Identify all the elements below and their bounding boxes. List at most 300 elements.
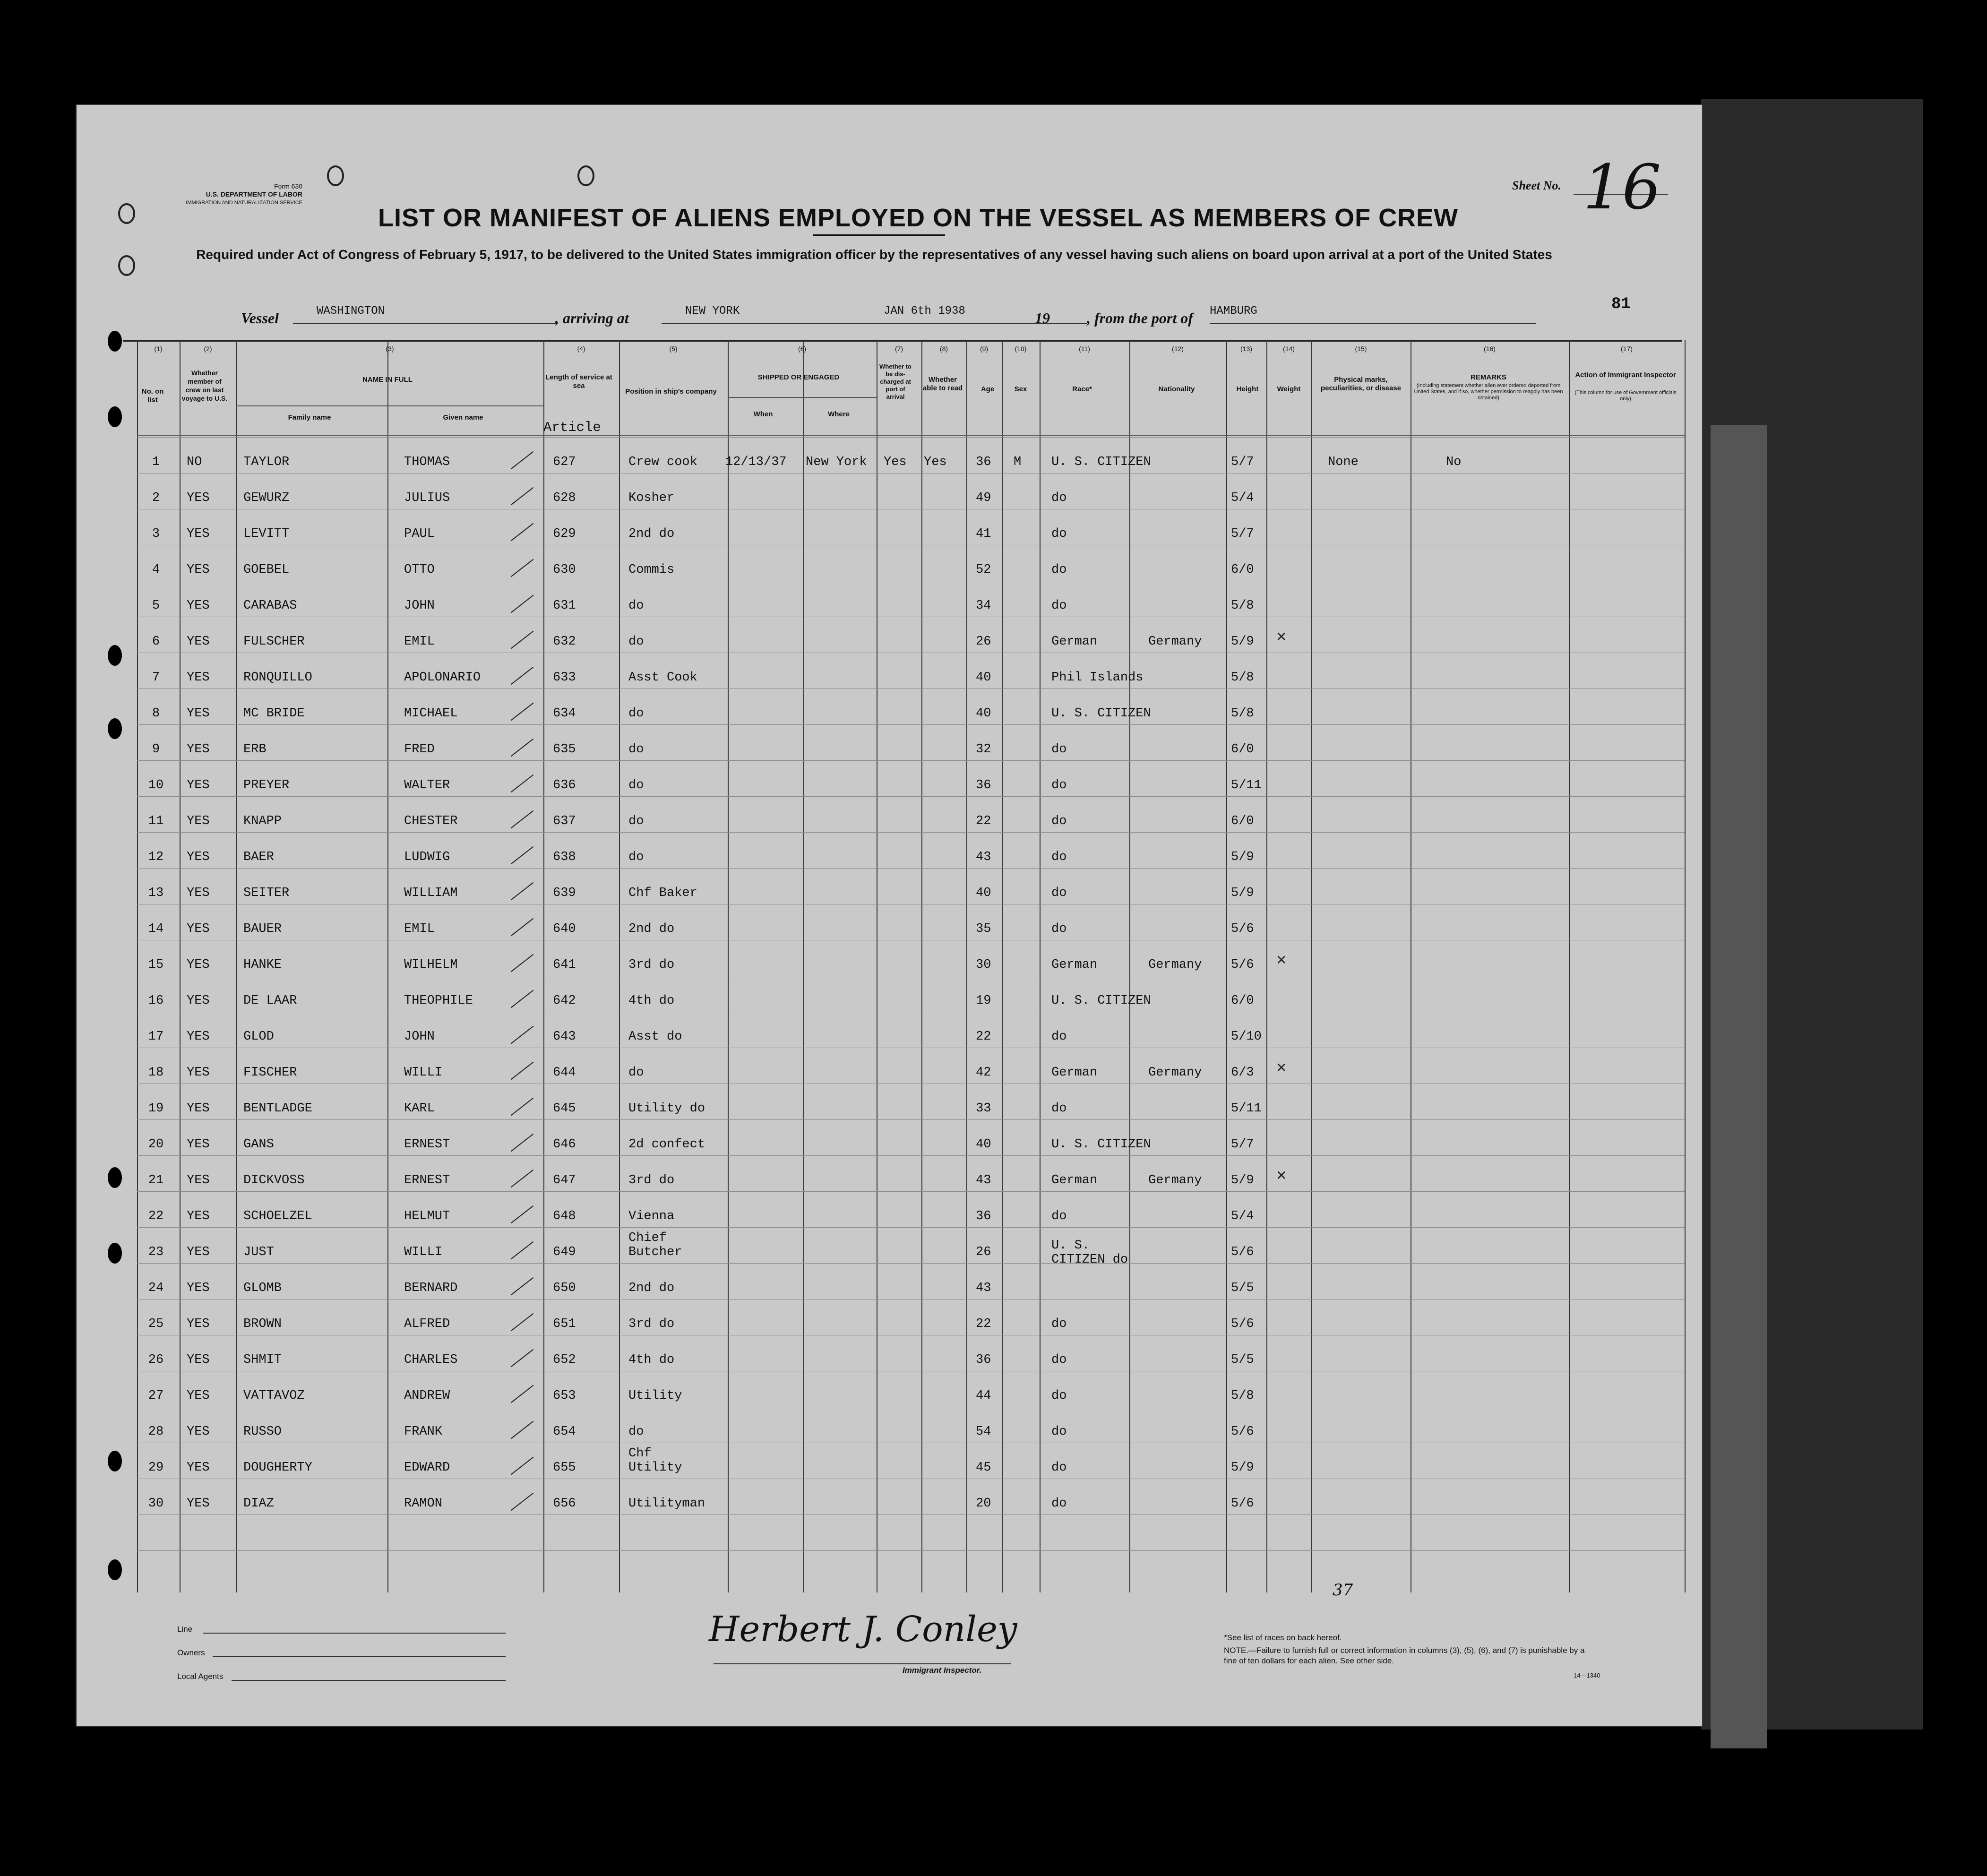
cell-age: 44 <box>976 1389 991 1403</box>
column-divider <box>921 340 922 1592</box>
cell-age: 22 <box>976 1317 991 1331</box>
cell-position: do <box>628 599 644 613</box>
cell-age: 26 <box>976 1245 991 1259</box>
cell-given-name: PAUL <box>404 527 435 541</box>
cell-race: German <box>1051 635 1098 649</box>
cell-given-name: ERNEST <box>404 1173 450 1188</box>
department-label: U.S. DEPARTMENT OF LABOR <box>206 190 302 198</box>
cell-position: do <box>628 742 644 757</box>
cell-crew-last-voyage: YES <box>187 850 210 864</box>
cell-crew-last-voyage: YES <box>187 706 210 721</box>
page-title: LIST OR MANIFEST OF ALIENS EMPLOYED ON THE VESSEL AS MEMBERS OF CREW <box>378 204 1459 232</box>
cell-given-name: THEOPHILE <box>404 994 473 1008</box>
col-header-remarks-note: (Including statement whether alien ever ordered deported from United States, and if so, whether permission to reapply has been obtained) <box>1414 383 1563 401</box>
cell-list-number: 29 <box>148 1461 164 1475</box>
punch-hole <box>118 203 135 224</box>
weight-check-mark: ✕ <box>1276 952 1287 968</box>
cell-age: 54 <box>976 1425 991 1439</box>
footer-agents-underline <box>232 1680 506 1681</box>
col-header-no: No. on list <box>141 387 164 404</box>
col-header-when: When <box>753 410 773 418</box>
cell-list-number: 21 <box>148 1173 164 1188</box>
page-subtitle: Required under Act of Congress of February 5, 1917, to be delivered to the United States immigration officer by the representatives of any vessel having such aliens on board upon arrival at a port of the United States <box>196 247 1552 262</box>
vessel-label: Vessel <box>241 310 279 327</box>
col-header-race: Race* <box>1072 385 1092 393</box>
year-label: 19 <box>1035 310 1050 327</box>
cell-height: 5/9 <box>1231 635 1254 649</box>
cell-race: do <box>1051 814 1067 828</box>
column-divider <box>1266 340 1267 1592</box>
cell-family-name: BENTLADGE <box>243 1102 312 1116</box>
row-divider <box>137 1119 1685 1120</box>
cell-height: 5/4 <box>1231 491 1254 505</box>
col-header-age: Age <box>981 385 995 393</box>
cell-position: 4th do <box>628 1353 675 1367</box>
penalty-note: NOTE.—Failure to furnish full or correct information in columns (3), (5), (6), and (7) is punishable by a fine of ten dollars for each alien. See other side. <box>1224 1646 1585 1665</box>
cell-race: German <box>1051 1066 1098 1080</box>
cell-crew-last-voyage: NO <box>187 455 202 469</box>
cell-height: 6/0 <box>1231 994 1254 1008</box>
cell-height: 5/11 <box>1231 1102 1262 1116</box>
cell-crew-last-voyage: YES <box>187 1353 210 1367</box>
cell-service-article: 655 <box>553 1461 576 1475</box>
cell-race: U. S. CITIZEN do <box>1051 1239 1128 1267</box>
cell-list-number: 4 <box>152 563 160 577</box>
cell-age: 33 <box>976 1102 991 1116</box>
cell-crew-last-voyage: YES <box>187 742 210 757</box>
cell-height: 5/9 <box>1231 1173 1254 1188</box>
cell-crew-last-voyage: YES <box>187 599 210 613</box>
punch-hole <box>118 255 135 276</box>
col-header-weight: Weight <box>1277 385 1301 393</box>
races-note: *See list of races on back hereof. <box>1224 1633 1342 1642</box>
cell-age: 26 <box>976 635 991 649</box>
row-divider <box>137 868 1685 869</box>
cell-height: 5/6 <box>1231 1317 1254 1331</box>
col-header-crew-last-voyage: Whether member of crew on last voyage to U.S. <box>181 369 228 402</box>
cell-family-name: DIAZ <box>243 1497 274 1511</box>
col-header-article: Article <box>543 420 601 435</box>
cell-family-name: SCHOELZEL <box>243 1209 312 1223</box>
cell-position: Asst do <box>628 1030 682 1044</box>
cell-crew-last-voyage: YES <box>187 1281 210 1295</box>
cell-shipped-where: New York <box>806 455 867 469</box>
cell-race: do <box>1051 1461 1067 1475</box>
column-number: (15) <box>1355 345 1367 353</box>
column-divider <box>728 340 729 1592</box>
cell-age: 22 <box>976 1030 991 1044</box>
cell-race: do <box>1051 886 1067 900</box>
cell-height: 6/0 <box>1231 742 1254 757</box>
col-header-sex: Sex <box>1014 385 1027 393</box>
cell-crew-last-voyage: YES <box>187 563 210 577</box>
cell-crew-last-voyage: YES <box>187 1102 210 1116</box>
cell-height: 5/9 <box>1231 850 1254 864</box>
cell-age: 36 <box>976 1353 991 1367</box>
footer-agents-label: Local Agents <box>177 1672 224 1681</box>
cell-list-number: 22 <box>148 1209 164 1223</box>
column-number: (3) <box>386 345 394 353</box>
cell-family-name: GANS <box>243 1137 274 1152</box>
cell-service-article: 649 <box>553 1245 576 1259</box>
footer-line-underline <box>203 1633 506 1634</box>
cell-age: 40 <box>976 706 991 721</box>
arriving-label: , arriving at <box>555 310 629 327</box>
cell-race: do <box>1051 1030 1067 1044</box>
cell-race: German <box>1051 958 1098 972</box>
cell-race: do <box>1051 527 1067 541</box>
cell-service-article: 644 <box>553 1066 576 1080</box>
cell-list-number: 5 <box>152 599 160 613</box>
cell-service-article: 628 <box>553 491 576 505</box>
row-divider <box>137 832 1685 833</box>
cell-height: 5/9 <box>1231 1461 1254 1475</box>
cell-family-name: FISCHER <box>243 1066 297 1080</box>
cell-given-name: KARL <box>404 1102 435 1116</box>
background-edge-strip <box>1711 425 1767 1748</box>
cell-service-article: 636 <box>553 778 576 792</box>
cell-crew-last-voyage: YES <box>187 671 210 685</box>
cell-nationality: Germany <box>1148 635 1202 649</box>
cell-position: Utility do <box>628 1102 705 1116</box>
cell-height: 5/7 <box>1231 1137 1254 1152</box>
cell-height: 5/6 <box>1231 958 1254 972</box>
cell-height: 5/8 <box>1231 706 1254 721</box>
cell-crew-last-voyage: YES <box>187 1030 210 1044</box>
inspector-label: Immigrant Inspector. <box>903 1666 982 1675</box>
departure-port: HAMBURG <box>1210 305 1257 318</box>
cell-height: 5/10 <box>1231 1030 1262 1044</box>
cell-service-article: 634 <box>553 706 576 721</box>
cell-position: do <box>628 1425 644 1439</box>
cell-list-number: 11 <box>148 814 164 828</box>
column-number: (11) <box>1079 345 1090 353</box>
cell-service-article: 627 <box>553 455 576 469</box>
print-code: 14—1340 <box>1574 1672 1600 1679</box>
service-label: IMMIGRATION AND NATURALIZATION SERVICE <box>186 200 302 206</box>
col-header-position: Position in ship's company <box>625 387 717 396</box>
cell-list-number: 6 <box>152 635 160 649</box>
cell-position: Chief Butcher <box>628 1231 682 1259</box>
cell-family-name: SHMIT <box>243 1353 282 1367</box>
arrival-port: NEW YORK <box>685 305 740 318</box>
cell-position: 4th do <box>628 994 675 1008</box>
header-divider <box>728 397 877 398</box>
binder-hole <box>108 1167 122 1188</box>
cell-list-number: 13 <box>148 886 164 900</box>
column-divider <box>1311 340 1312 1592</box>
cell-service-article: 641 <box>553 958 576 972</box>
col-header-height: Height <box>1236 385 1259 393</box>
cell-family-name: RUSSO <box>243 1425 282 1439</box>
cell-crew-last-voyage: YES <box>187 886 210 900</box>
punch-hole <box>577 165 594 186</box>
cell-age: 36 <box>976 455 991 469</box>
cell-crew-last-voyage: YES <box>187 635 210 649</box>
row-divider <box>137 1550 1685 1551</box>
cell-race: do <box>1051 850 1067 864</box>
cell-service-article: 653 <box>553 1389 576 1403</box>
cell-position: Utilityman <box>628 1497 705 1511</box>
cell-age: 34 <box>976 599 991 613</box>
column-divider <box>1685 340 1686 1592</box>
row-divider <box>137 796 1685 797</box>
cell-age: 43 <box>976 1173 991 1188</box>
column-divider <box>1040 340 1041 1592</box>
cell-family-name: JUST <box>243 1245 274 1259</box>
binder-hole <box>108 331 122 352</box>
col-header-discharged: Whether to be dis-charged at port of arrival <box>879 363 912 400</box>
cell-list-number: 3 <box>152 527 160 541</box>
footer-owners-underline <box>213 1656 506 1657</box>
column-number: (14) <box>1283 345 1295 353</box>
column-number: (8) <box>939 345 948 353</box>
cell-height: 6/3 <box>1231 1066 1254 1080</box>
sheet-label: Sheet No. <box>1512 179 1561 192</box>
cell-race: U. S. CITIZEN <box>1051 706 1151 721</box>
cell-family-name: LEVITT <box>243 527 290 541</box>
cell-given-name: CHARLES <box>404 1353 458 1367</box>
footer-line-label: Line <box>177 1625 193 1634</box>
cell-family-name: DOUGHERTY <box>243 1461 312 1475</box>
cell-race: do <box>1051 778 1067 792</box>
row-divider <box>137 760 1685 761</box>
signature-underline <box>714 1663 1011 1664</box>
cell-race: U. S. CITIZEN <box>1051 1137 1151 1152</box>
col-header-read: Whether able to read <box>922 376 963 392</box>
cell-age: 35 <box>976 922 991 936</box>
cell-height: 5/6 <box>1231 1245 1254 1259</box>
cell-position: Chf Utility <box>628 1446 682 1475</box>
column-number: (7) <box>895 345 903 353</box>
cell-position: 2nd do <box>628 527 675 541</box>
row-divider <box>137 1227 1685 1228</box>
cell-family-name: PREYER <box>243 778 290 792</box>
cell-remarks: No <box>1446 455 1462 469</box>
cell-list-number: 28 <box>148 1425 164 1439</box>
cell-height: 5/6 <box>1231 1425 1254 1439</box>
binder-hole <box>108 1243 122 1264</box>
cell-crew-last-voyage: YES <box>187 1317 210 1331</box>
column-divider <box>966 340 967 1592</box>
cell-height: 5/8 <box>1231 599 1254 613</box>
cell-service-article: 651 <box>553 1317 576 1331</box>
cell-given-name: WILHELM <box>404 958 458 972</box>
cell-given-name: WILLIAM <box>404 886 458 900</box>
cell-age: 43 <box>976 1281 991 1295</box>
table-top-border <box>123 340 1682 342</box>
weight-check-mark: ✕ <box>1276 629 1287 645</box>
cell-height: 5/4 <box>1231 1209 1254 1223</box>
cell-position: do <box>628 814 644 828</box>
cell-list-number: 10 <box>148 778 164 792</box>
cell-crew-last-voyage: YES <box>187 922 210 936</box>
cell-crew-last-voyage: YES <box>187 1389 210 1403</box>
cell-crew-last-voyage: YES <box>187 814 210 828</box>
cell-service-article: 654 <box>553 1425 576 1439</box>
cell-service-article: 633 <box>553 671 576 685</box>
cell-list-number: 12 <box>148 850 164 864</box>
cell-given-name: JOHN <box>404 1030 435 1044</box>
form-number: Form 630 <box>274 182 302 190</box>
cell-family-name: RONQUILLO <box>243 671 312 685</box>
cell-service-article: 642 <box>553 994 576 1008</box>
row-divider <box>137 688 1685 689</box>
cell-shipped-when: 12/13/37 <box>725 455 787 469</box>
cell-service-article: 645 <box>553 1102 576 1116</box>
cell-position: do <box>628 850 644 864</box>
cell-crew-last-voyage: YES <box>187 491 210 505</box>
cell-race: do <box>1051 1102 1067 1116</box>
cell-service-article: 631 <box>553 599 576 613</box>
cell-race: do <box>1051 1389 1067 1403</box>
column-divider <box>137 340 138 1592</box>
from-port-label: , from the port of <box>1087 310 1193 327</box>
row-divider <box>137 1263 1685 1264</box>
inspector-signature: Herbert J. Conley <box>709 1609 1017 1650</box>
cell-age: 40 <box>976 886 991 900</box>
cell-race: do <box>1051 1209 1067 1223</box>
cell-age: 45 <box>976 1461 991 1475</box>
cell-age: 40 <box>976 1137 991 1152</box>
cell-list-number: 25 <box>148 1317 164 1331</box>
sheet-number: 16 <box>1583 151 1661 223</box>
cell-position: Chf Baker <box>628 886 697 900</box>
cell-nationality: Germany <box>1148 1173 1202 1188</box>
row-divider <box>137 1155 1685 1156</box>
cell-given-name: JOHN <box>404 599 435 613</box>
cell-race: do <box>1051 599 1067 613</box>
cell-list-number: 2 <box>152 491 160 505</box>
cell-race: U. S. CITIZEN <box>1051 455 1151 469</box>
cell-service-article: 637 <box>553 814 576 828</box>
title-underline <box>813 234 945 236</box>
cell-given-name: EDWARD <box>404 1461 450 1475</box>
cell-age: 32 <box>976 742 991 757</box>
binder-hole <box>108 718 122 739</box>
col-header-shipped: SHIPPED OR ENGAGED <box>757 373 840 381</box>
col-header-remarks: REMARKS <box>1471 373 1506 381</box>
binder-hole <box>108 645 122 666</box>
cell-family-name: HANKE <box>243 958 282 972</box>
cell-nationality: Germany <box>1148 958 1202 972</box>
cell-age: 41 <box>976 527 991 541</box>
cell-height: 5/8 <box>1231 671 1254 685</box>
cell-position: Vienna <box>628 1209 675 1223</box>
cell-list-number: 16 <box>148 994 164 1008</box>
cell-position: do <box>628 1066 644 1080</box>
cell-service-article: 648 <box>553 1209 576 1223</box>
cell-height: 5/6 <box>1231 1497 1254 1511</box>
row-divider <box>137 724 1685 725</box>
header-divider <box>236 405 543 406</box>
cell-position: Asst Cook <box>628 671 697 685</box>
col-header-physical-marks: Physical marks, peculiarities, or disease <box>1320 376 1402 392</box>
cell-height: 5/11 <box>1231 778 1262 792</box>
cell-crew-last-voyage: YES <box>187 527 210 541</box>
column-number: (13) <box>1240 345 1252 353</box>
cell-race: Phil Islands <box>1051 671 1144 685</box>
binder-hole <box>108 1559 122 1580</box>
cell-list-number: 1 <box>152 455 160 469</box>
cell-service-article: 652 <box>553 1353 576 1367</box>
cell-crew-last-voyage: YES <box>187 1245 210 1259</box>
cell-family-name: BAER <box>243 850 274 864</box>
cell-position: 2d confect <box>628 1137 705 1152</box>
column-number: (6) <box>798 345 807 353</box>
cell-given-name: ERNEST <box>404 1137 450 1152</box>
cell-list-number: 19 <box>148 1102 164 1116</box>
cell-height: 6/0 <box>1231 814 1254 828</box>
cell-family-name: BROWN <box>243 1317 282 1331</box>
cell-given-name: CHESTER <box>404 814 458 828</box>
cell-sex: M <box>1014 455 1022 469</box>
cell-family-name: MC BRIDE <box>243 706 305 721</box>
cell-list-number: 24 <box>148 1281 164 1295</box>
row-divider <box>137 437 1685 438</box>
column-number: (17) <box>1621 345 1633 353</box>
cell-list-number: 14 <box>148 922 164 936</box>
cell-given-name: RAMON <box>404 1497 443 1511</box>
footer-owners-label: Owners <box>177 1648 205 1657</box>
cell-position: do <box>628 706 644 721</box>
header-divider <box>137 435 1685 436</box>
cell-given-name: BERNARD <box>404 1281 458 1295</box>
cell-height: 5/7 <box>1231 527 1254 541</box>
column-divider <box>619 340 620 1592</box>
cell-crew-last-voyage: YES <box>187 1137 210 1152</box>
cell-given-name: ALFRED <box>404 1317 450 1331</box>
cell-family-name: DICKVOSS <box>243 1173 305 1188</box>
cell-service-article: 646 <box>553 1137 576 1152</box>
cell-service-article: 630 <box>553 563 576 577</box>
cell-list-number: 23 <box>148 1245 164 1259</box>
cell-given-name: MICHAEL <box>404 706 458 721</box>
vessel-underline <box>293 323 558 324</box>
cell-race: U. S. CITIZEN <box>1051 994 1151 1008</box>
col-header-service: Length of service at sea <box>545 373 612 390</box>
col-header-family-name: Family name <box>288 413 331 422</box>
cell-crew-last-voyage: YES <box>187 1461 210 1475</box>
column-divider <box>1129 340 1130 1592</box>
col-header-where: Where <box>828 410 850 418</box>
cell-position: 3rd do <box>628 1317 675 1331</box>
cell-nationality: Germany <box>1148 1066 1202 1080</box>
cell-service-article: 640 <box>553 922 576 936</box>
cell-service-article: 629 <box>553 527 576 541</box>
cell-crew-last-voyage: YES <box>187 778 210 792</box>
cell-crew-last-voyage: YES <box>187 1209 210 1223</box>
cell-position: 3rd do <box>628 958 675 972</box>
cell-given-name: OTTO <box>404 563 435 577</box>
cell-able-to-read: Yes <box>924 455 947 469</box>
cell-family-name: DE LAAR <box>243 994 297 1008</box>
column-divider <box>1226 340 1227 1592</box>
arrival-underline <box>662 323 1087 324</box>
cell-given-name: WILLI <box>404 1245 443 1259</box>
cell-position: 3rd do <box>628 1173 675 1188</box>
row-divider <box>137 1191 1685 1192</box>
cell-family-name: GOEBEL <box>243 563 290 577</box>
cell-race: do <box>1051 1425 1067 1439</box>
cell-list-number: 15 <box>148 958 164 972</box>
cell-family-name: SEITER <box>243 886 290 900</box>
column-number: (4) <box>577 345 585 353</box>
cell-race: do <box>1051 742 1067 757</box>
cell-race: do <box>1051 1497 1067 1511</box>
cell-given-name: WILLI <box>404 1066 443 1080</box>
cell-position: do <box>628 778 644 792</box>
